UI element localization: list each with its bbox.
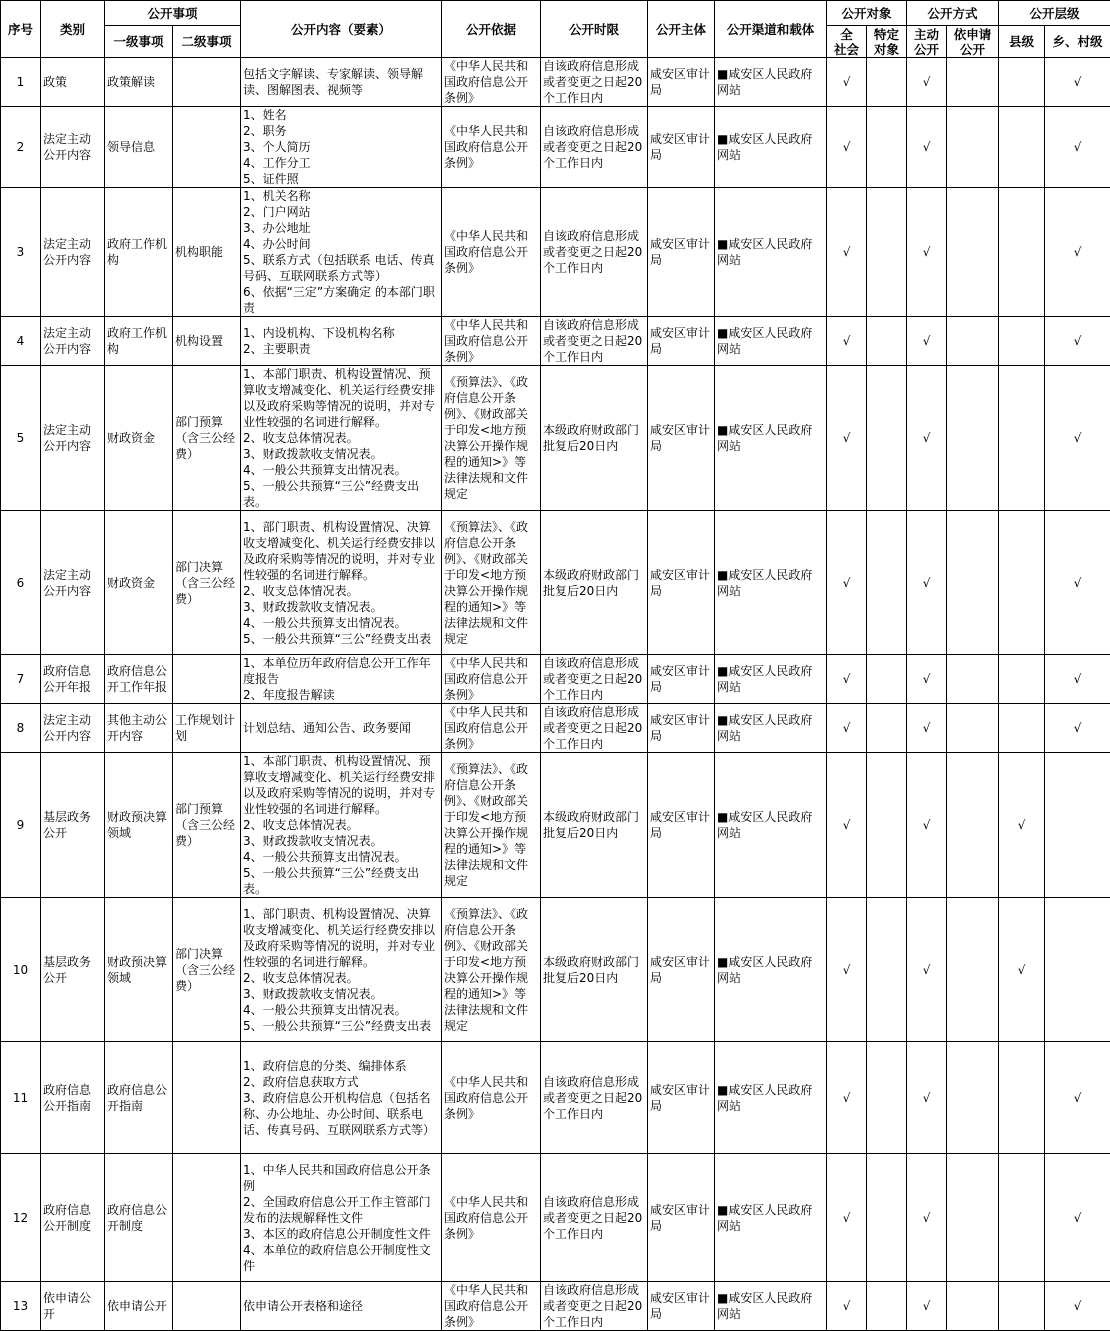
- check-method-active: √: [907, 188, 947, 317]
- check-target-specific: [867, 753, 907, 898]
- row-content: 1、机关名称 2、门户网站 3、办公地址 4、办公时间 5、联系方式（包括联系 电话、传真号码、互联网联系方式等） 6、依据“三定”方案确定 的本部门职责: [241, 188, 442, 317]
- row-level2: 部门预算（含三公经费）: [173, 753, 241, 898]
- row-subject: 咸安区审计局: [648, 1282, 715, 1331]
- row-level2: 部门预算（含三公经费）: [173, 366, 241, 511]
- table-row: [1, 655, 1110, 704]
- check-target-all: √: [827, 107, 867, 188]
- check-method-active: √: [907, 107, 947, 188]
- row-index: 9: [1, 753, 41, 898]
- check-level-town: √: [1045, 704, 1110, 753]
- table-row: [1, 58, 1110, 107]
- row-subject: 咸安区审计局: [648, 366, 715, 511]
- row-level1: 政府信息公开制度: [105, 1154, 173, 1282]
- row-level2: [173, 107, 241, 188]
- row-level1: 政府信息公开指南: [105, 1042, 173, 1154]
- table-row: [1, 188, 1110, 317]
- check-level-county: [999, 58, 1045, 107]
- check-method-apply: [947, 107, 999, 188]
- check-method-apply: [947, 366, 999, 511]
- header-basis: 公开依据: [442, 1, 541, 58]
- check-target-all: √: [827, 898, 867, 1042]
- check-target-all: √: [827, 655, 867, 704]
- row-category: 政府信息公开年报: [41, 655, 105, 704]
- row-subject: 咸安区审计局: [648, 1042, 715, 1154]
- check-level-county: √: [999, 898, 1045, 1042]
- check-level-county: [999, 511, 1045, 655]
- check-level-county: [999, 366, 1045, 511]
- row-level1: 财政预决算领域: [105, 753, 173, 898]
- check-target-specific: [867, 511, 907, 655]
- header-method-active: 主动 公开: [907, 26, 947, 58]
- row-content: 1、内设机构、下设机构名称 2、主要职责: [241, 317, 442, 366]
- row-level1: 政府工作机构: [105, 188, 173, 317]
- header-subject: 公开主体: [648, 1, 715, 58]
- row-category: 政府信息公开制度: [41, 1154, 105, 1282]
- table-row: [1, 1282, 1110, 1331]
- check-method-apply: [947, 655, 999, 704]
- row-index: 12: [1, 1154, 41, 1282]
- check-target-all: √: [827, 1042, 867, 1154]
- row-deadline: 自该政府信息形成或者变更之日起20个工作日内: [541, 317, 648, 366]
- check-level-town: [1045, 898, 1110, 1042]
- check-target-all: √: [827, 704, 867, 753]
- check-target-all: √: [827, 188, 867, 317]
- row-level1: 财政资金: [105, 366, 173, 511]
- row-level1: 财政预决算领域: [105, 898, 173, 1042]
- row-deadline: 本级政府财政部门批复后20日内: [541, 511, 648, 655]
- row-level2: 机构职能: [173, 188, 241, 317]
- check-level-town: √: [1045, 58, 1110, 107]
- check-level-county: [999, 655, 1045, 704]
- row-content: 1、中华人民共和国政府信息公开条例 2、全国政府信息公开工作主管部门发布的法规解释性文件 3、本区的政府信息公开制度性文件 4、本单位的政府信息公开制度性文件: [241, 1154, 442, 1282]
- check-level-town: [1045, 753, 1110, 898]
- row-level2: [173, 58, 241, 107]
- check-level-county: √: [999, 753, 1045, 898]
- row-basis: 《预算法》、《政府信息公开条例》、《财政部关于印发<地方预决算公开操作规程的通知>》等法律法规和文件规定: [442, 511, 541, 655]
- check-method-apply: [947, 58, 999, 107]
- row-category: 法定主动公开内容: [41, 317, 105, 366]
- check-level-town: √: [1045, 188, 1110, 317]
- row-subject: 咸安区审计局: [648, 58, 715, 107]
- check-target-specific: [867, 188, 907, 317]
- check-method-apply: [947, 1154, 999, 1282]
- row-level1: 依申请公开: [105, 1282, 173, 1331]
- row-basis: 《中华人民共和国政府信息公开条例》: [442, 1042, 541, 1154]
- row-category: 基层政务公开: [41, 898, 105, 1042]
- row-basis: 《中华人民共和国政府信息公开条例》: [442, 188, 541, 317]
- row-subject: 咸安区审计局: [648, 898, 715, 1042]
- row-basis: 《中华人民共和国政府信息公开条例》: [442, 58, 541, 107]
- row-subject: 咸安区审计局: [648, 704, 715, 753]
- row-deadline: 自该政府信息形成或者变更之日起20个工作日内: [541, 1042, 648, 1154]
- header-level: 公开层级: [999, 1, 1110, 26]
- check-level-town: √: [1045, 1282, 1110, 1331]
- row-deadline: 自该政府信息形成或者变更之日起20个工作日内: [541, 188, 648, 317]
- check-target-specific: [867, 58, 907, 107]
- header-channel: 公开渠道和载体: [715, 1, 827, 58]
- check-level-town: √: [1045, 511, 1110, 655]
- header-index: 序号: [1, 1, 41, 58]
- row-index: 7: [1, 655, 41, 704]
- table-row: [1, 1042, 1110, 1154]
- check-level-town: √: [1045, 366, 1110, 511]
- table-row: [1, 1154, 1110, 1282]
- row-level2: 部门决算（含三公经费）: [173, 511, 241, 655]
- table-row: [1, 366, 1110, 511]
- row-level2: 部门决算（含三公经费）: [173, 898, 241, 1042]
- row-deadline: 自该政府信息形成或者变更之日起20个工作日内: [541, 107, 648, 188]
- row-index: 3: [1, 188, 41, 317]
- row-level2: [173, 1282, 241, 1331]
- row-basis: 《预算法》、《政府信息公开条例》、《财政部关于印发<地方预决算公开操作规程的通知>》等法律法规和文件规定: [442, 366, 541, 511]
- row-basis: 《中华人民共和国政府信息公开条例》: [442, 317, 541, 366]
- row-index: 8: [1, 704, 41, 753]
- row-subject: 咸安区审计局: [648, 188, 715, 317]
- row-deadline: 本级政府财政部门批复后20日内: [541, 753, 648, 898]
- row-channel: ■咸安区人民政府网站: [715, 753, 827, 898]
- check-level-town: √: [1045, 317, 1110, 366]
- table-row: [1, 107, 1110, 188]
- row-channel: ■咸安区人民政府网站: [715, 366, 827, 511]
- check-target-all: √: [827, 511, 867, 655]
- header-content: 公开内容（要素）: [241, 1, 442, 58]
- check-method-apply: [947, 511, 999, 655]
- check-method-active: √: [907, 704, 947, 753]
- row-channel: ■咸安区人民政府网站: [715, 511, 827, 655]
- row-channel: ■咸安区人民政府网站: [715, 107, 827, 188]
- check-method-active: √: [907, 511, 947, 655]
- check-method-apply: [947, 753, 999, 898]
- row-deadline: 自该政府信息形成或者变更之日起20个工作日内: [541, 58, 648, 107]
- row-basis: 《中华人民共和国政府信息公开条例》: [442, 704, 541, 753]
- check-level-town: √: [1045, 1154, 1110, 1282]
- check-method-active: √: [907, 898, 947, 1042]
- row-category: 依申请公开: [41, 1282, 105, 1331]
- check-target-all: √: [827, 753, 867, 898]
- header-target-all: 全 社会: [827, 26, 867, 58]
- check-method-apply: [947, 1042, 999, 1154]
- check-level-town: √: [1045, 107, 1110, 188]
- header-level2: 二级事项: [173, 26, 241, 58]
- row-basis: 《中华人民共和国政府信息公开条例》: [442, 1282, 541, 1331]
- header-level-county: 县级: [999, 26, 1045, 58]
- row-channel: ■咸安区人民政府网站: [715, 1042, 827, 1154]
- row-content: 1、本部门职责、机构设置情况、预算收支增减变化、机关运行经费安排以及政府采购等情况的说明，并对专业性较强的名词进行解释。 2、收支总体情况表。 3、财政拨款收支情况表。 4、一般公共预算支出情况表。 5、一般公共预算“三公”经费支出表。: [241, 753, 442, 898]
- row-index: 5: [1, 366, 41, 511]
- row-index: 1: [1, 58, 41, 107]
- row-level1: 政府信息公开工作年报: [105, 655, 173, 704]
- row-level1: 政府工作机构: [105, 317, 173, 366]
- check-target-specific: [867, 317, 907, 366]
- row-subject: 咸安区审计局: [648, 107, 715, 188]
- check-target-specific: [867, 107, 907, 188]
- check-level-county: [999, 317, 1045, 366]
- row-content: 依申请公开表格和途径: [241, 1282, 442, 1331]
- check-target-specific: [867, 1154, 907, 1282]
- row-subject: 咸安区审计局: [648, 511, 715, 655]
- row-index: 2: [1, 107, 41, 188]
- check-method-apply: [947, 704, 999, 753]
- row-level1: 财政资金: [105, 511, 173, 655]
- check-level-county: [999, 704, 1045, 753]
- row-subject: 咸安区审计局: [648, 753, 715, 898]
- row-category: 政府信息公开指南: [41, 1042, 105, 1154]
- header-method: 公开方式: [907, 1, 999, 26]
- table-row: [1, 898, 1110, 1042]
- check-method-apply: [947, 1282, 999, 1331]
- row-deadline: 自该政府信息形成或者变更之日起20个工作日内: [541, 704, 648, 753]
- check-target-all: √: [827, 1282, 867, 1331]
- row-basis: 《中华人民共和国政府信息公开条例》: [442, 107, 541, 188]
- row-level2: 机构设置: [173, 317, 241, 366]
- row-category: 法定主动公开内容: [41, 704, 105, 753]
- table-row: [1, 753, 1110, 898]
- check-level-town: √: [1045, 655, 1110, 704]
- check-level-town: √: [1045, 1042, 1110, 1154]
- check-method-apply: [947, 317, 999, 366]
- row-category: 政策: [41, 58, 105, 107]
- table-row: [1, 317, 1110, 366]
- row-channel: ■咸安区人民政府网站: [715, 655, 827, 704]
- check-target-all: √: [827, 58, 867, 107]
- check-method-active: √: [907, 655, 947, 704]
- row-basis: 《中华人民共和国政府信息公开条例》: [442, 1154, 541, 1282]
- row-category: 法定主动公开内容: [41, 188, 105, 317]
- row-basis: 《预算法》、《政府信息公开条例》、《财政部关于印发<地方预决算公开操作规程的通知>》等法律法规和文件规定: [442, 898, 541, 1042]
- row-content: 包括文字解读、专家解读、领导解读、图解图表、视频等: [241, 58, 442, 107]
- row-content: 1、政府信息的分类、编排体系 2、政府信息获取方式 3、政府信息公开机构信息（包括名称、办公地址、办公时间、联系电话、传真号码、互联网联系方式等）: [241, 1042, 442, 1154]
- header-deadline: 公开时限: [541, 1, 648, 58]
- header-level-town: 乡、村级: [1045, 26, 1110, 58]
- row-category: 法定主动公开内容: [41, 107, 105, 188]
- row-level1: 政策解读: [105, 58, 173, 107]
- check-method-apply: [947, 188, 999, 317]
- row-category: 法定主动公开内容: [41, 366, 105, 511]
- check-target-specific: [867, 1042, 907, 1154]
- header-level1: 一级事项: [105, 26, 173, 58]
- check-level-county: [999, 1282, 1045, 1331]
- check-target-specific: [867, 366, 907, 511]
- row-deadline: 本级政府财政部门批复后20日内: [541, 366, 648, 511]
- row-level2: 工作规划计划: [173, 704, 241, 753]
- table-body: [1, 58, 1110, 1331]
- header-target-specific: 特定 对象: [867, 26, 907, 58]
- row-channel: ■咸安区人民政府网站: [715, 898, 827, 1042]
- check-level-county: [999, 1042, 1045, 1154]
- row-subject: 咸安区审计局: [648, 317, 715, 366]
- row-channel: ■咸安区人民政府网站: [715, 1282, 827, 1331]
- row-index: 10: [1, 898, 41, 1042]
- row-category: 法定主动公开内容: [41, 511, 105, 655]
- check-target-all: √: [827, 1154, 867, 1282]
- row-level1: 领导信息: [105, 107, 173, 188]
- row-content: 1、部门职责、机构设置情况、决算收支增减变化、机关运行经费安排以及政府采购等情况的说明，并对专业性较强的名词进行解释。 2、收支总体情况表。 3、财政拨款收支情况表。 4、一般公共预算支出情况表。 5、一般公共预算“三公”经费支出表: [241, 511, 442, 655]
- check-target-specific: [867, 898, 907, 1042]
- check-target-specific: [867, 704, 907, 753]
- header-target: 公开对象: [827, 1, 907, 26]
- row-content: 1、部门职责、机构设置情况、决算收支增减变化、机关运行经费安排以及政府采购等情况的说明，并对专业性较强的名词进行解释。 2、收支总体情况表。 3、财政拨款收支情况表。 4、一般公共预算支出情况表。 5、一般公共预算“三公”经费支出表: [241, 898, 442, 1042]
- row-content: 1、本部门职责、机构设置情况、预算收支增减变化、机关运行经费安排以及政府采购等情况的说明，并对专业性较强的名词进行解释。 2、收支总体情况表。 3、财政拨款收支情况表。 4、一般公共预算支出情况表。 5、一般公共预算“三公”经费支出表。: [241, 366, 442, 511]
- check-target-all: √: [827, 317, 867, 366]
- row-index: 11: [1, 1042, 41, 1154]
- header-method-apply: 依申请 公开: [947, 26, 999, 58]
- check-method-active: √: [907, 58, 947, 107]
- row-deadline: 自该政府信息形成或者变更之日起20个工作日内: [541, 1154, 648, 1282]
- row-content: 1、姓名 2、职务 3、个人简历 4、工作分工 5、证件照: [241, 107, 442, 188]
- row-category: 基层政务公开: [41, 753, 105, 898]
- row-channel: ■咸安区人民政府网站: [715, 188, 827, 317]
- row-channel: ■咸安区人民政府网站: [715, 58, 827, 107]
- check-method-active: √: [907, 1042, 947, 1154]
- check-method-active: √: [907, 317, 947, 366]
- header-category: 类别: [41, 1, 105, 58]
- header-matters: 公开事项: [105, 1, 241, 26]
- row-content: 计划总结、通知公告、政务要闻: [241, 704, 442, 753]
- row-level1: 其他主动公开内容: [105, 704, 173, 753]
- row-deadline: 自该政府信息形成或者变更之日起20个工作日内: [541, 655, 648, 704]
- check-target-all: √: [827, 366, 867, 511]
- row-deadline: 本级政府财政部门批复后20日内: [541, 898, 648, 1042]
- check-method-apply: [947, 898, 999, 1042]
- row-basis: 《预算法》、《政府信息公开条例》、《财政部关于印发<地方预决算公开操作规程的通知>》等法律法规和文件规定: [442, 753, 541, 898]
- check-target-specific: [867, 655, 907, 704]
- row-index: 4: [1, 317, 41, 366]
- check-level-county: [999, 188, 1045, 317]
- row-index: 13: [1, 1282, 41, 1331]
- row-subject: 咸安区审计局: [648, 655, 715, 704]
- row-channel: ■咸安区人民政府网站: [715, 1154, 827, 1282]
- check-level-county: [999, 107, 1045, 188]
- check-method-active: √: [907, 1154, 947, 1282]
- check-target-specific: [867, 1282, 907, 1331]
- row-content: 1、本单位历年政府信息公开工作年度报告 2、年度报告解读: [241, 655, 442, 704]
- check-method-active: √: [907, 1282, 947, 1331]
- table-row: [1, 704, 1110, 753]
- row-channel: ■咸安区人民政府网站: [715, 317, 827, 366]
- row-basis: 《中华人民共和国政府信息公开条例》: [442, 655, 541, 704]
- row-level2: [173, 655, 241, 704]
- row-channel: ■咸安区人民政府网站: [715, 704, 827, 753]
- check-method-active: √: [907, 753, 947, 898]
- row-level2: [173, 1042, 241, 1154]
- check-level-county: [999, 1154, 1045, 1282]
- row-subject: 咸安区审计局: [648, 1154, 715, 1282]
- row-deadline: 自该政府信息形成或者变更之日起20个工作日内: [541, 1282, 648, 1331]
- row-index: 6: [1, 511, 41, 655]
- check-method-active: √: [907, 366, 947, 511]
- row-level2: [173, 1154, 241, 1282]
- table-row: [1, 511, 1110, 655]
